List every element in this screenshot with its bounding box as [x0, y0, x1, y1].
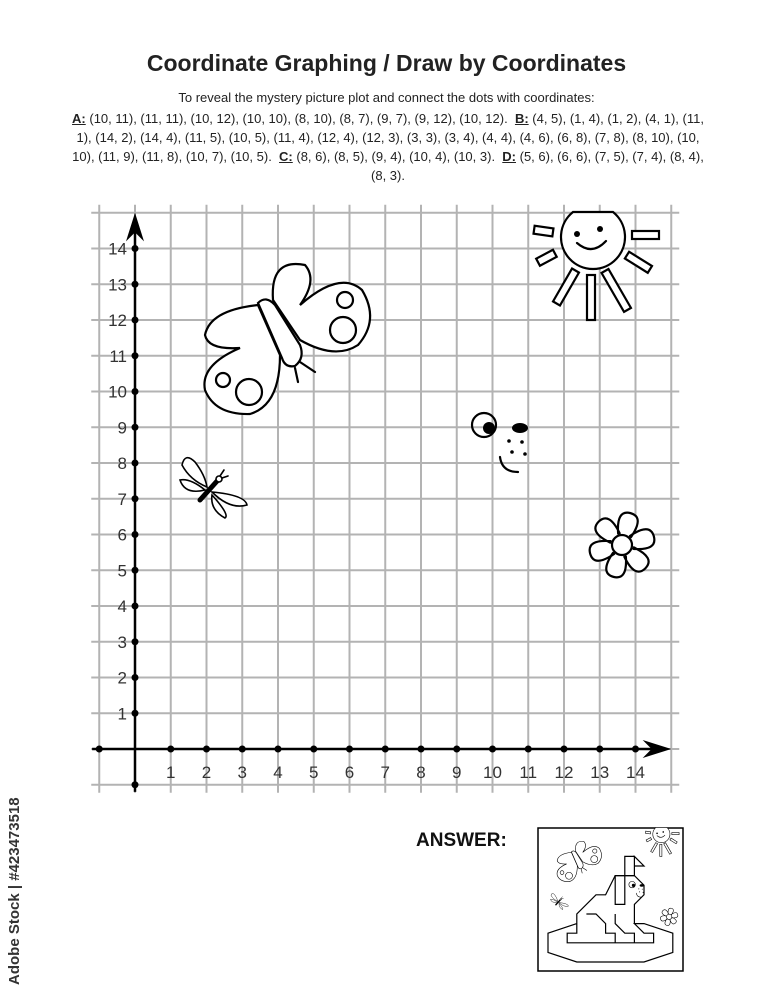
x-tick-dot — [489, 746, 496, 753]
dragonfly-icon — [180, 458, 247, 518]
x-tick-dot — [346, 746, 353, 753]
axis-dot — [132, 781, 139, 788]
x-tick-dot — [167, 746, 174, 753]
x-tick-label: 4 — [273, 763, 283, 782]
sun-icon — [534, 212, 659, 320]
y-tick-label: 1 — [117, 704, 127, 724]
x-tick-dot — [310, 746, 317, 753]
page-title: Coordinate Graphing / Draw by Coordinates — [146, 50, 627, 76]
y-tick-label: 2 — [117, 668, 127, 688]
answer-label: ANSWER: — [416, 830, 507, 851]
x-tick-dot — [596, 746, 603, 753]
x-tick-label: 5 — [309, 763, 319, 782]
x-tick-label: 12 — [554, 763, 574, 782]
x-tick-label: 2 — [201, 763, 212, 782]
x-tick-dot — [239, 746, 246, 753]
set-label: A: — [72, 111, 86, 126]
x-tick-label: 13 — [590, 763, 610, 782]
x-tick-dot — [203, 746, 210, 753]
set-label: D: — [502, 149, 516, 164]
stock-watermark: Adobe Stock | #423473518 — [6, 797, 23, 985]
set-label: C: — [279, 149, 293, 164]
y-tick-label: 4 — [117, 597, 127, 616]
y-tick-dot — [132, 710, 139, 717]
y-tick-label: 3 — [117, 632, 127, 652]
y-tick-dot — [132, 495, 139, 502]
y-tick-label: 5 — [117, 561, 127, 581]
x-tick-label: 11 — [519, 763, 538, 782]
y-tick-dot — [132, 460, 139, 467]
y-tick-dot — [132, 245, 139, 252]
y-tick-label: 13 — [108, 275, 127, 295]
y-tick-dot — [132, 281, 139, 288]
x-tick-label: 10 — [483, 763, 502, 782]
y-tick-label: 8 — [117, 454, 127, 473]
y-tick-dot — [132, 674, 139, 681]
x-tick-label: 6 — [344, 763, 355, 782]
x-tick-dot — [275, 746, 282, 753]
decorations — [180, 212, 659, 577]
y-tick-dot — [132, 388, 139, 395]
x-tick-label: 7 — [380, 763, 390, 782]
y-tick-dot — [132, 567, 139, 574]
x-tick-label: 9 — [452, 763, 462, 782]
y-tick-dot — [132, 317, 139, 324]
y-tick-label: 7 — [117, 489, 127, 509]
x-tick-label: 3 — [237, 763, 247, 782]
x-tick-dot — [561, 746, 568, 753]
x-tick-label: 1 — [166, 763, 176, 782]
x-tick-dot — [418, 746, 425, 753]
y-tick-label: 12 — [108, 311, 127, 330]
set-points: (4, 5), (1, 4), (1, 2), (4, 1), (11, 1), (14, 2), (14, 4), (11, 5), (10, 5), (11, 4), (12, 4), (12, 3), (3, 3), (3, 4), (4, 4), (4, 6), (6, 8), (7, 8), (8, 10), (10, 10), (11, 9), (11, 8), (10, 7), (10, 5). — [72, 111, 704, 164]
set-points: (8, 6), (8, 5), (9, 4), (10, 4), (10, 3). — [292, 149, 503, 164]
set-points: (5, 6), (6, 6), (7, 5), (7, 4), (8, 4), (8, 3). — [371, 149, 704, 183]
y-tick-label: 11 — [109, 346, 127, 366]
answer-box — [538, 827, 683, 971]
x-tick-dot — [453, 746, 460, 753]
x-tick-dot — [525, 746, 532, 753]
y-tick-dot — [132, 638, 139, 645]
y-tick-dot — [132, 424, 139, 431]
x-tick-dot — [632, 746, 639, 753]
y-tick-dot — [132, 531, 139, 538]
x-tick-label: 14 — [626, 763, 645, 782]
set-label: B: — [514, 111, 529, 126]
x-tick-label: 8 — [416, 763, 426, 782]
y-tick-label: 9 — [117, 418, 127, 438]
x-tick-dot — [382, 746, 389, 753]
set-points: (10, 11), (11, 11), (10, 12), (10, 10), (8, 10), (8, 7), (9, 7), (9, 12), (10, 12). — [85, 111, 515, 126]
y-tick-label: 10 — [108, 382, 127, 402]
y-tick-dot — [132, 603, 139, 610]
axes — [92, 213, 671, 792]
y-tick-label: 14 — [108, 239, 127, 259]
y-tick-label: 6 — [117, 525, 127, 545]
instructions: To reveal the mystery picture plot and connect the dots with coordinates: — [178, 90, 595, 105]
axis-dot — [96, 746, 103, 753]
y-tick-dot — [132, 352, 139, 359]
